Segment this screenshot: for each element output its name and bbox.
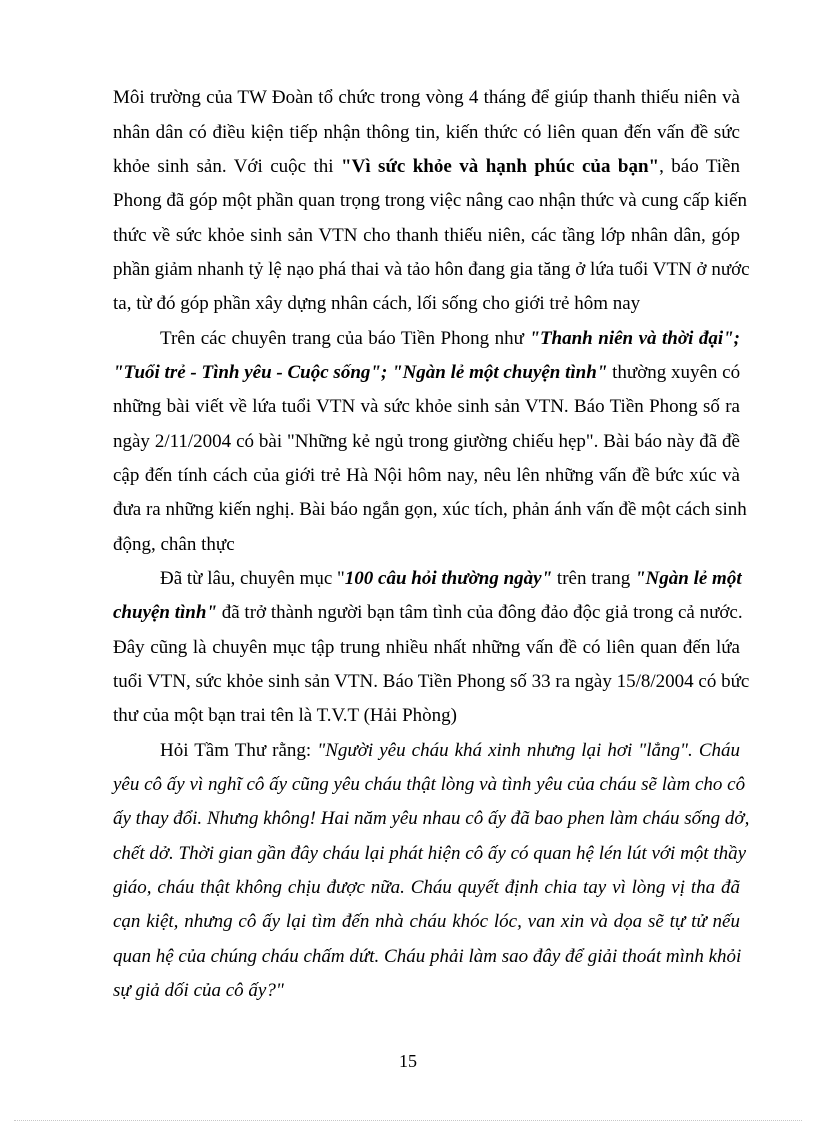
text-segment: Đã từ lâu, chuyên mục " [160,568,345,589]
paragraph-4-line-4 [113,842,747,866]
page-number: 15 [399,1051,417,1071]
text-segment: Hỏi Tầm Thư rằng: [160,740,318,761]
column-title: 100 câu hỏi thường ngày" [344,568,553,589]
text-segment: Phong đã góp một phần quan trọng trong việc nâng cao nhận thức và cung cấp kiến [113,190,747,211]
text-segment: Đây cũng là chuyên mục tập trung nhiều nhất những vấn đề có liên quan đến lứa [113,637,740,658]
paragraph-3-line-3 [113,636,740,660]
quoted-letter: yêu cô ấy vì nghĩ cô ấy cũng yêu cháu thật lòng và tình yêu của cháu sẽ làm cho cô [113,774,746,795]
paragraph-4-line-2 [113,773,746,797]
paragraph-3-line-2 [113,601,743,625]
text-segment: động, chân thực [113,534,235,555]
text-segment: ngày 2/11/2004 có bài "Những kẻ ngủ trong giường chiếu hẹp". Bài báo này đã đề [113,431,740,452]
paragraph-2-line-4 [113,430,740,454]
quoted-letter: ấy thay đổi. Nhưng không! Hai năm yêu nhau cô ấy đã bao phen làm cháu sống dở, [113,808,750,829]
paragraph-1-line-6 [113,258,750,282]
paragraph-3-line-4 [113,670,750,694]
text-segment: khỏe sinh sản. Với cuộc thi [113,156,342,177]
paragraph-3-line-5 [113,704,740,728]
paragraph-2-line-2 [113,361,740,385]
paragraph-1-line-5 [113,224,740,248]
text-segment: nhân dân có điều kiện tiếp nhận thông tin, kiến thức có liên quan đến vấn đề sức [113,122,740,143]
text-segment: trên trang [552,568,635,589]
paragraph-1-line-4 [113,189,747,213]
text-segment: Môi trường của TW Đoàn tổ chức trong vòng 4 tháng để giúp thanh thiếu niên và [113,87,740,108]
quoted-letter: cạn kiệt, nhưng cô ấy lại tìm đến nhà cháu khóc lóc, van xin và dọa sẽ tự tử nếu [113,911,740,932]
paragraph-4-line-8 [113,979,740,1003]
text-segment: cập đến tính cách của giới trẻ Hà Nội hôm nay, nêu lên những vấn đề bức xúc và [113,465,740,486]
paragraph-4-line-5 [113,876,740,900]
paragraph-1-line-7 [113,292,740,316]
paragraph-1-line-2 [113,121,740,145]
paragraph-2-line-3 [113,395,740,419]
paragraph-2-line-7 [113,533,740,557]
page-bottom-border [14,1120,802,1121]
text-segment: tuổi VTN, sức khỏe sinh sản VTN. Báo Tiền Phong số 33 ra ngày 15/8/2004 có bức [113,671,750,692]
quoted-letter: "Người yêu cháu khá xinh nhưng lại hơi "lẳng". Cháu [317,740,740,761]
paragraph-4-line-7 [113,945,740,969]
text-segment: thường xuyên có [607,362,741,383]
text-segment: , báo Tiền [659,156,740,177]
column-title: "Tuổi trẻ - Tình yêu - Cuộc sống"; "Ngàn lẻ một chuyện tình" [113,362,608,383]
text-segment: đã trở thành người bạn tâm tình của đông đảo độc giả trong cả nước. [217,602,743,623]
contest-title: "Vì sức khỏe và hạnh phúc của bạn" [341,156,660,177]
quoted-letter: quan hệ của chúng cháu chấm dứt. Cháu phải làm sao đây để giải thoát mình khỏi [113,946,742,967]
text-segment: thức về sức khỏe sinh sản VTN cho thanh thiếu niên, các tầng lớp nhân dân, góp [113,225,740,246]
paragraph-2-line-1 [160,327,740,351]
paragraph-4-line-1 [160,739,740,763]
paragraph-4-line-3 [113,807,750,831]
paragraph-1-line-1 [113,86,740,110]
text-segment: Trên các chuyên trang của báo Tiền Phong như [160,328,530,349]
quoted-letter: sự giả dối của cô ấy?" [113,980,284,1001]
paragraph-2-line-6 [113,498,747,522]
column-title: chuyện tình" [113,602,217,623]
paragraph-1-line-3 [113,155,740,179]
paragraph-4-line-6 [113,910,740,934]
text-segment: thư của một bạn trai tên là T.V.T (Hải Phòng) [113,705,457,726]
paragraph-2-line-5 [113,464,740,488]
quoted-letter: chết dở. Thời gian gần đây cháu lại phát hiện cô ấy có quan hệ lén lút với một thầy [113,843,747,864]
text-segment: ta, từ đó góp phần xây dựng nhân cách, lối sống cho giới trẻ hôm nay [113,293,641,314]
paragraph-3-line-1 [160,567,740,591]
text-segment: đưa ra những kiến nghị. Bài báo ngắn gọn, xúc tích, phản ánh vấn đề một cách sinh [113,499,747,520]
text-segment: những bài viết về lứa tuổi VTN và sức khỏe sinh sản VTN. Báo Tiền Phong số ra [113,396,740,417]
column-title: "Thanh niên và thời đại"; [529,328,741,349]
text-segment: phần giảm nhanh tỷ lệ nạo phá thai và tảo hôn đang gia tăng ở lứa tuổi VTN ở nước [113,259,750,280]
column-title: "Ngàn lẻ một [635,568,742,589]
quoted-letter: giáo, cháu thật không chịu được nữa. Cháu quyết định chia tay vì lòng vị tha đã [113,877,740,898]
